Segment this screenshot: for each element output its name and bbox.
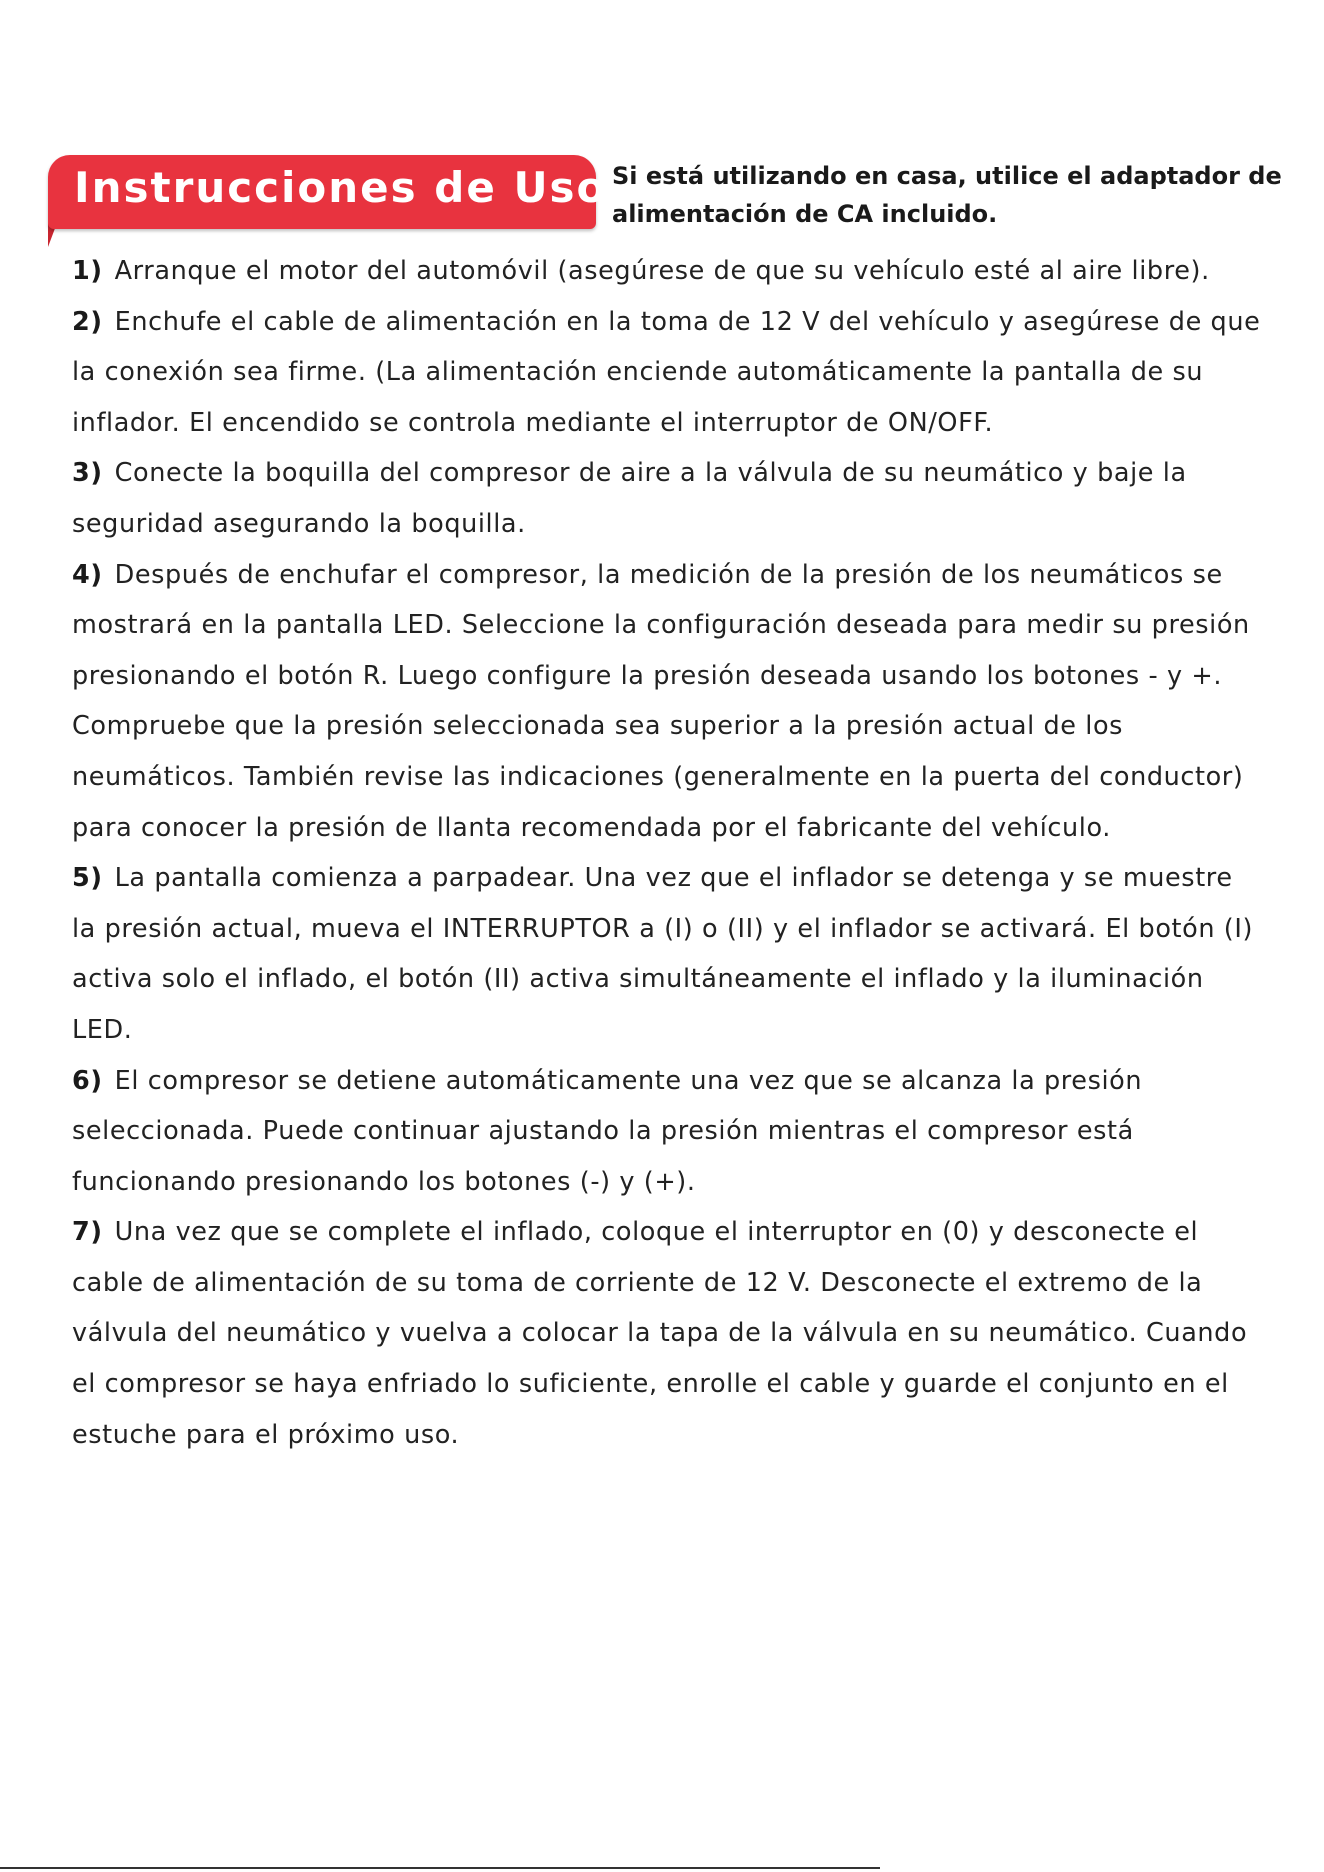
step-number: 3) [72,458,103,489]
step-number: 4) [72,559,103,590]
step-2 [72,297,1262,449]
step-4 [72,550,1262,854]
step-number: 5) [72,863,103,894]
step-number: 2) [72,306,103,337]
step-7 [72,1207,1262,1460]
page-title: Instrucciones de Uso [74,163,608,212]
step-text: Enchufe el cable de alimentación en la toma de 12 V del vehículo y asegúrese de que la conexión sea firme. (La alimentación enciende automáticamente la pantalla de su inflador. El encendido se controla mediante el interruptor de ON/OFF. [72,306,1261,438]
header-note: Si está utilizando en casa, utilice el adaptador de alimentación de CA incluido. [612,162,1282,228]
step-1 [72,246,1262,297]
bottom-divider [0,1867,880,1869]
step-3 [72,448,1262,549]
instruction-steps [72,246,1262,1460]
step-6 [72,1056,1262,1208]
step-text: Una vez que se complete el inflado, coloque el interruptor en (0) y desconecte el cable de alimentación de su toma de corriente de 12 V. Desconecte el extremo de la válvula del neumático y vuelva a colocar la tapa de la válvula en su neumático. Cuando el compresor se haya enfriado lo suficiente, enrolle el cable y guarde el conjunto en el estuche para el próximo uso. [72,1217,1248,1450]
step-5 [72,853,1262,1055]
step-text: Conecte la boquilla del compresor de aire a la válvula de su neumático y baje la seguridad asegurando la boquilla. [72,458,1187,539]
step-number: 7) [72,1217,103,1248]
step-text: El compresor se detiene automáticamente una vez que se alcanza la presión seleccionada. Puede continuar ajustando la presión mientras el compresor está funcionando presionando los botones (-) y (+). [72,1065,1143,1197]
step-text: La pantalla comienza a parpadear. Una vez que el inflador se detenga y se muestre la presión actual, mueva el INTERRUPTOR a (I) o (II) y el inflador se activará. El botón (I) activa solo el inflado, el botón (II) activa simultáneamente el inflado y la iluminación LED. [72,863,1254,1045]
step-number: 6) [72,1065,103,1096]
step-text: Después de enchufar el compresor, la medición de la presión de los neumáticos se mostrará en la pantalla LED. Seleccione la configuración deseada para medir su presión presionando el botón R. Luego configure la presión deseada usando los botones - y +. Compruebe que la presión seleccionada sea superior a la presión actual de los neumáticos. También revise las indicaciones (generalmente en la puerta del conductor) para conocer la presión de llanta recomendada por el fabricante del vehículo. [72,559,1250,843]
step-number: 1) [72,256,103,286]
step-text: Arranque el motor del automóvil (asegúrese de que su vehículo esté al aire libre). [114,256,1210,286]
